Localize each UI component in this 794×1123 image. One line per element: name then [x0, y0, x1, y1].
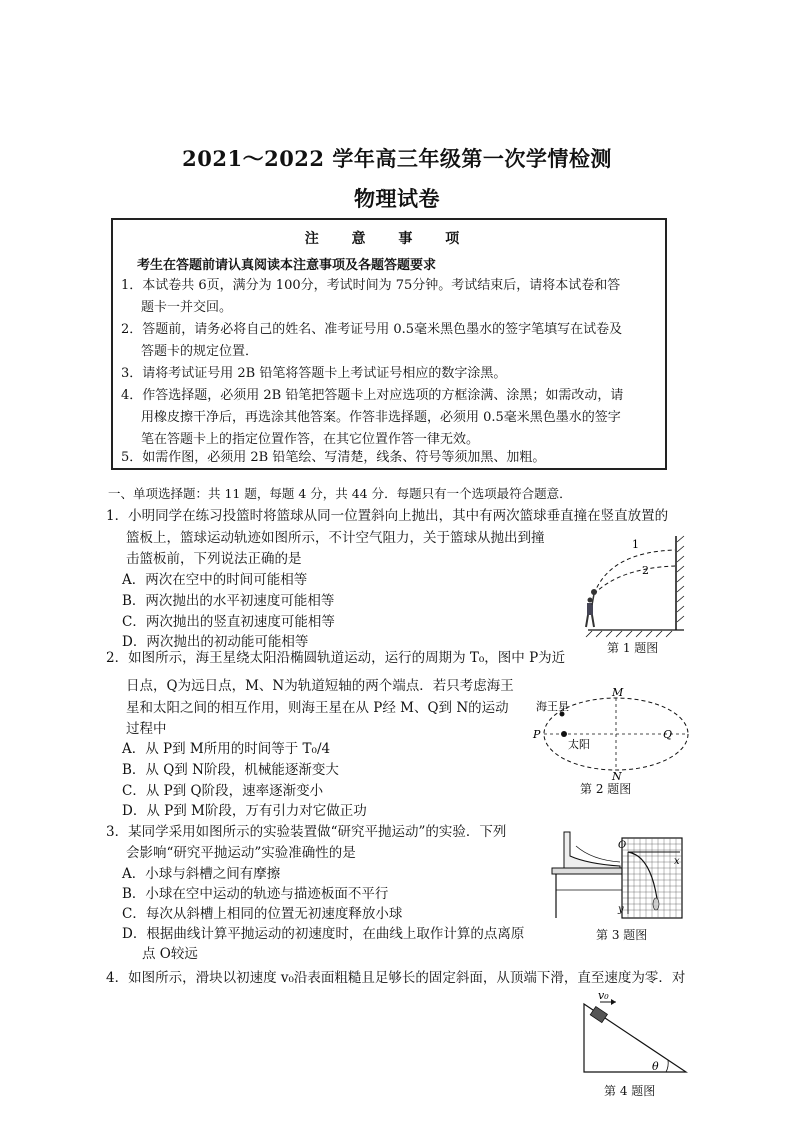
q3-label-x: x [674, 856, 680, 867]
q2-line: 星和太阳之间的相互作用，则海王星在从 P经 M、Q到 N的运动 [126, 700, 509, 716]
q4-label-theta: θ [652, 1060, 659, 1073]
q2-line: 过程中 [126, 721, 167, 737]
label-m: M [612, 686, 624, 699]
q3-option-a: A．小球与斜槽之间有摩擦 [122, 866, 281, 882]
q1-line: 篮板上，篮球运动轨迹如图所示，不计空气阻力，关于篮球从抛出到撞 [126, 530, 545, 546]
q1-line: 1．小明同学在练习投篮时将篮球从同一位置斜向上抛出，其中有两次篮球垂直撞在竖直放置的 [106, 508, 669, 524]
label-n: N [612, 770, 622, 780]
label-p: P [533, 728, 541, 741]
notice-item: 题卡一并交回。 [141, 300, 233, 315]
exam-subtitle: 物理试卷 [354, 186, 440, 211]
q2-option-d: D．从 P到 M阶段，万有引力对它做正功 [122, 803, 367, 819]
notice-item: 笔在答题卡上的指定位置作答，在其它位置作答一律无效。 [141, 432, 480, 447]
q3-label-y: y [618, 904, 624, 915]
q1-figure [580, 530, 690, 640]
q2-option-c: C．从 P到 Q阶段，速率逐渐变小 [122, 783, 324, 799]
notice-heading: 注 意 事 项 [304, 231, 474, 247]
q3-caption: 第 3 题图 [596, 928, 648, 942]
q4-caption: 第 4 题图 [604, 1084, 656, 1098]
notice-item: 答题卡的规定位置． [141, 344, 259, 359]
notice-item: 1．本试卷共 6页，满分为 100分，考试时间为 75分钟。考试结束后，请将本试卷和答 [121, 278, 621, 293]
q3-line: 会影响“研究平抛运动”实验准确性的是 [126, 845, 356, 861]
q4-figure [578, 992, 692, 1078]
q2-caption: 第 2 题图 [580, 782, 632, 796]
q4-line: 4．如图所示，滑块以初速度 v₀沿表面粗糙且足够长的固定斜面，从顶端下滑，直至速度为零．对 [106, 970, 686, 986]
section-heading: 一、单项选择题：共 11 题，每题 4 分，共 44 分．每题只有一个选项最符合题意． [108, 486, 572, 501]
sun-icon [561, 731, 567, 737]
q2-line: 日点，Q为远日点，M、N为轨道短轴的两个端点．若只考虑海王 [126, 678, 514, 694]
q3-option-d: D．根据曲线计算平抛运动的初速度时，在曲线上取作计算的点离原 [122, 926, 525, 942]
notice-item: 用橡皮擦干净后，再选涂其他答案。作答非选择题，必须用 0.5毫米黑色墨水的签字 [141, 410, 621, 425]
q1-option-d: D．两次抛出的初动能可能相等 [122, 634, 309, 650]
q1-option-b: B．两次抛出的水平初速度可能相等 [122, 593, 335, 609]
q1-trajectory-label-1: 1 [632, 538, 639, 551]
notice-item: 3．请将考试证号用 2B 铅笔将答题卡上考试证号相应的数字涂黑。 [121, 366, 507, 381]
q3-option-c: C．每次从斜槽上相同的位置无初速度释放小球 [122, 906, 403, 922]
q1-trajectory-label-2: 2 [642, 564, 649, 577]
q3-line: 3．某同学采用如图所示的实验装置做“研究平抛运动”的实验．下列 [106, 824, 507, 840]
q1-line: 击篮板前，下列说法正确的是 [126, 551, 302, 567]
notice-item: 2．答题前，请务必将自己的姓名、准考证号用 0.5毫米黑色墨水的签字笔填写在试卷及 [121, 322, 623, 337]
q1-option-a: A．两次在空中的时间可能相等 [122, 572, 308, 588]
q3-option-d-cont: 点 O较远 [142, 946, 198, 962]
player-icon [586, 589, 597, 627]
notice-subheading: 考生在答题前请认真阅读本注意事项及各题答题要求 [137, 258, 437, 273]
q1-option-c: C．两次抛出的竖直初速度可能相等 [122, 614, 335, 630]
label-sun: 太阳 [568, 738, 590, 751]
q1-caption: 第 1 题图 [607, 641, 659, 655]
q2-option-b: B．从 Q到 N阶段，机械能逐渐变大 [122, 762, 339, 778]
label-neptune: 海王星 [536, 700, 569, 713]
q3-option-b: B．小球在空中运动的轨迹与描迹板面不平行 [122, 886, 389, 902]
label-q: Q [663, 728, 673, 741]
q3-label-o: O [618, 840, 627, 851]
notice-item: 4．作答选择题，必须用 2B 铅笔把答题卡上对应选项的方框涂满、涂黑；如需改动，请 [121, 388, 624, 403]
q2-option-a: A．从 P到 M所用的时间等于 T₀/4 [122, 741, 331, 757]
notice-item: 5．如需作图，必须用 2B 铅笔绘、写清楚，线条、符号等须加黑、加粗。 [121, 450, 546, 465]
q3-figure [548, 826, 688, 922]
q2-figure [530, 686, 690, 780]
exam-title: 2021～2022 学年高三年级第一次学情检测 [182, 146, 612, 171]
q2-line: 2．如图所示，海王星绕太阳沿椭圆轨道运动，运行的周期为 T₀，图中 P为近 [106, 650, 566, 666]
q4-label-v0: v₀ [598, 992, 609, 1002]
notice-box [111, 218, 667, 470]
